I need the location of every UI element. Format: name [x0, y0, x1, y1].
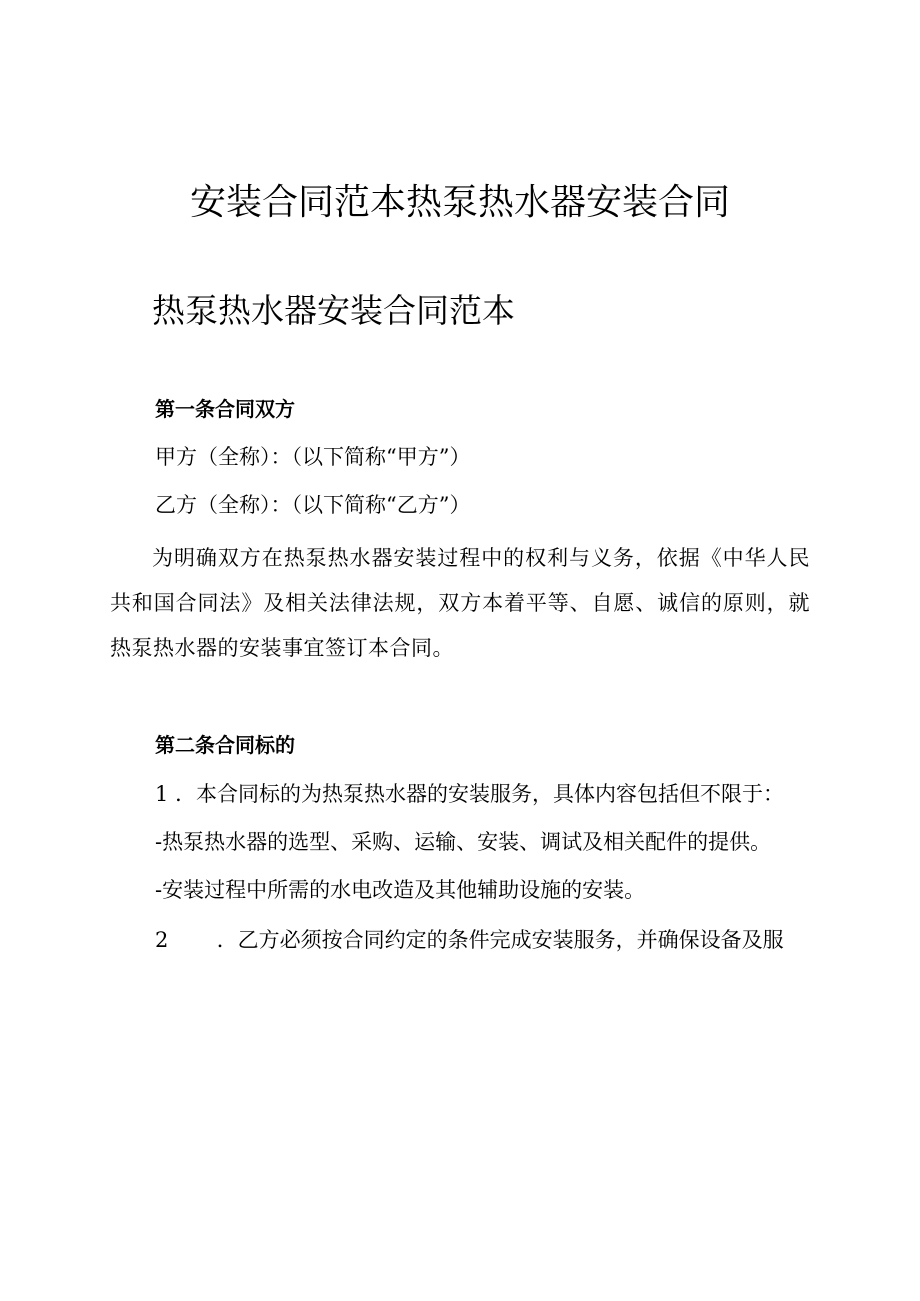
party-a-line: 甲方（全称）：（以下简称“甲方”） — [155, 445, 471, 469]
item-2-text: ．乙方必须按合同约定的条件完成安装服务，并确保设备及服 — [216, 928, 784, 952]
item-2-number: 2 — [155, 928, 169, 952]
party-b-line: 乙方（全称）：（以下简称“乙方”） — [155, 493, 471, 517]
section-1-heading: 第一条合同双方 — [155, 397, 295, 421]
bullet-1: -热泵热水器的选型、采购、运输、安装、调试及相关配件的提供。 — [155, 830, 772, 854]
item-1 — [155, 779, 784, 809]
section-2-heading: 第二条合同标的 — [155, 733, 295, 757]
item-2 — [155, 925, 784, 955]
item-1-text: ．本合同标的为热泵热水器的安装服务，具体内容包括但不限于： — [175, 782, 785, 806]
section-1-paragraph: 为明确双方在热泵热水器安装过程中的权利与义务，依据《中华人民共和国合同法》及相关法律法规，双方本着平等、自愿、诚信的原则，就热泵热水器的安装事宜签订本合同。 — [110, 546, 810, 660]
document-subtitle: 热泵热水器安装合同范本 — [152, 291, 515, 330]
document-title: 安装合同范本热泵热水器安装合同 — [189, 182, 730, 223]
bullet-2: -安装过程中所需的水电改造及其他辅助设施的安装。 — [155, 878, 646, 902]
item-1-number: 1 — [155, 782, 169, 806]
